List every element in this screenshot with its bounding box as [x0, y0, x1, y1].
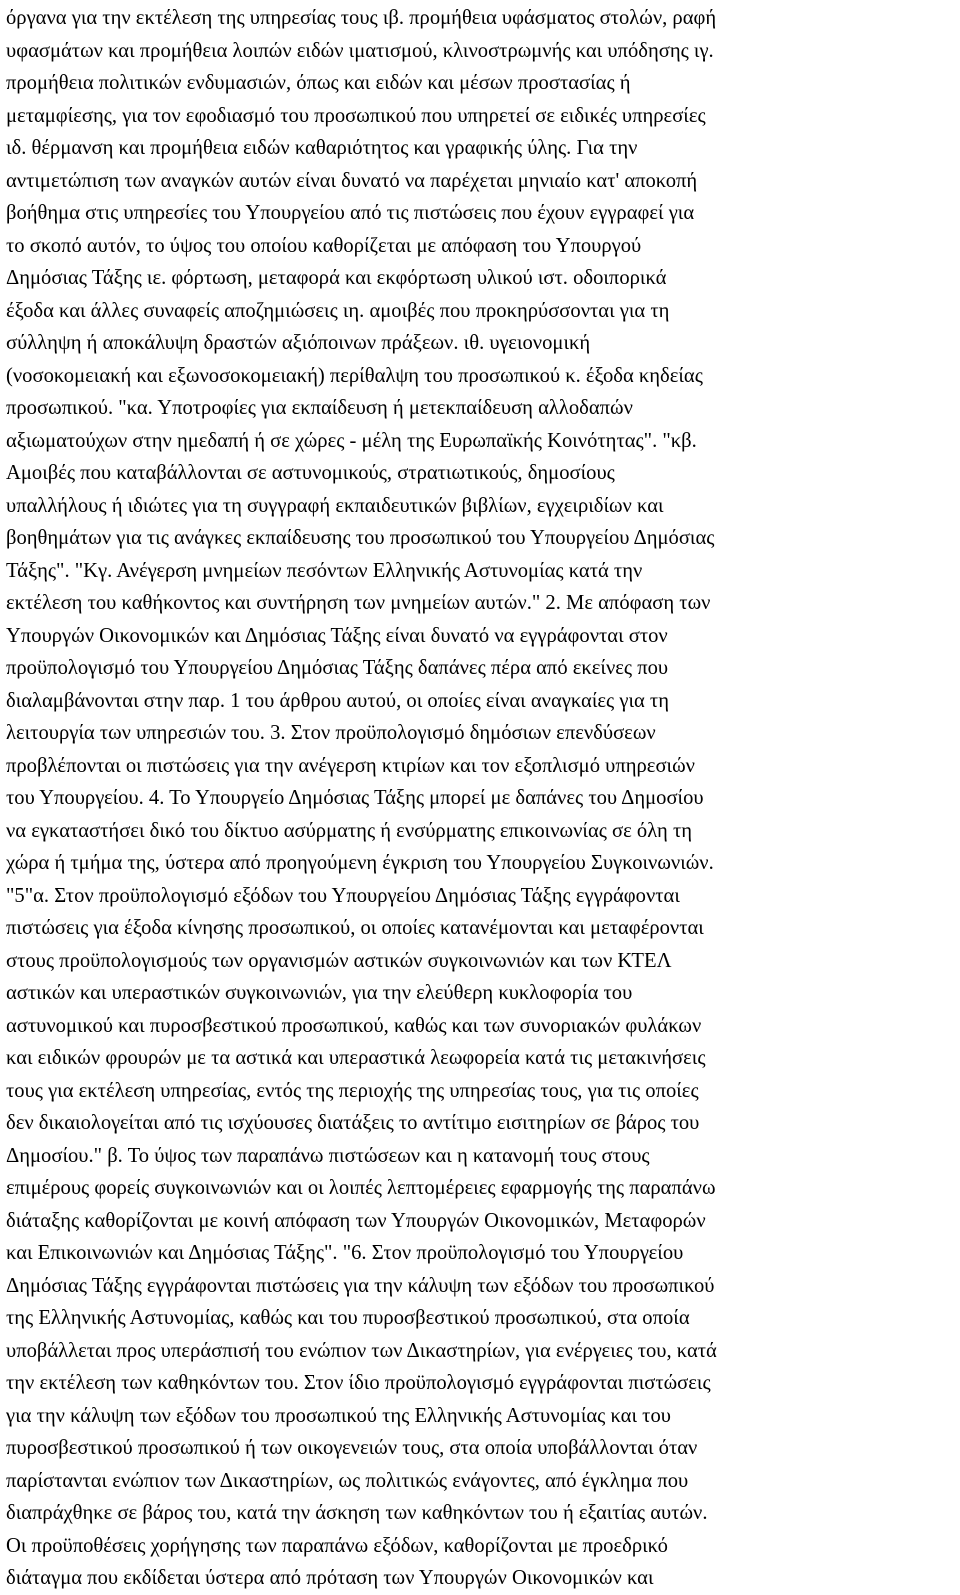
- text-line: "5"α. Στον προϋπολογισμό εξόδων του Υπουργείου Δημόσιας Τάξης εγγράφονται: [6, 884, 680, 907]
- text-line: προβλέπονται οι πιστώσεις για την ανέγερση κτιρίων και τον εξοπλισμό υπηρεσιών: [6, 754, 695, 777]
- text-line: βοήθημα στις υπηρεσίες του Υπουργείου από τις πιστώσεις που έχουν εγγραφεί για: [6, 202, 695, 224]
- text-line: Δημοσίου." β. Το ύψος των παραπάνω πιστώσεων και η κατανομή τους στους: [6, 1144, 650, 1167]
- text-line: σύλληψη ή αποκάλυψη δραστών αξιόποινων πράξεων. ιθ. υγειονομική: [6, 332, 591, 354]
- text-line: για την κάλυψη των εξόδων του προσωπικού της Ελληνικής Αστυνομίας και του: [6, 1404, 671, 1427]
- text-line: υπαλλήλους ή ιδιώτες για τη συγγραφή εκπαιδευτικών βιβλίων, εγχειριδίων και: [6, 494, 664, 517]
- text-line: δεν δικαιολογείται από τις ισχύουσες διατάξεις το αντίτιμο εισιτηρίων σε βάρος του: [6, 1112, 700, 1134]
- text-line: του Υπουργείου. 4. Το Υπουργείο Δημόσιας Τάξης μπορεί με δαπάνες του Δημοσίου: [6, 787, 704, 809]
- text-line: το σκοπό αυτόν, το ύψος του οποίου καθορίζεται με απόφαση του Υπουργού: [6, 234, 642, 257]
- text-line: Δημόσιας Τάξης εγγράφονται πιστώσεις για την κάλυψη των εξόδων του προσωπικού: [6, 1274, 715, 1297]
- text-line: (νοσοκομειακή και εξωνοσοκομειακή) περίθαλψη του προσωπικού κ. έξοδα κηδείας: [6, 364, 703, 387]
- text-line: τους για εκτέλεση υπηρεσίας, εντός της περιοχής της υπηρεσίας τους, για τις οποίες: [6, 1079, 699, 1102]
- text-line: να εγκαταστήσει δικό του δίκτυο ασύρματης ή ενσύρματης επικοινωνίας σε όλη τη: [6, 819, 692, 842]
- text-line: την εκτέλεση των καθηκόντων του. Στον ίδιο προϋπολογισμό εγγράφονται πιστώσεις: [6, 1372, 711, 1394]
- text-line: προσωπικού. "κα. Υποτροφίες για εκπαίδευση ή μετεκπαίδευση αλλοδαπών: [6, 397, 633, 419]
- text-line: μεταμφίεσης, για τον εφοδιασμό του προσωπικού που υπηρετεί σε ειδικές υπηρεσίες: [6, 104, 706, 127]
- text-line: αστικών και υπεραστικών συγκοινωνιών, για την ελεύθερη κυκλοφορία του: [6, 982, 633, 1004]
- text-line: διαπράχθηκε σε βάρος του, κατά την άσκηση των καθηκόντων του ή εξαιτίας αυτών.: [6, 1502, 708, 1524]
- text-line: εκτέλεση του καθήκοντος και συντήρηση των μνημείων αυτών." 2. Με απόφαση των: [6, 592, 711, 614]
- text-line: έξοδα και άλλες συναφείς αποζημιώσεις ιη. αμοιβές που προκηρύσσονται για τη: [6, 299, 670, 322]
- text-line: αξιωματούχων στην ημεδαπή ή σε χώρες - μέλη της Ευρωπαϊκής Κοινότητας". "κβ.: [6, 429, 697, 452]
- text-line: και Επικοινωνιών και Δημόσιας Τάξης". "6. Στον προϋπολογισμό του Υπουργείου: [6, 1242, 684, 1264]
- text-line: χώρα ή τμήμα της, ύστερα από προηγούμενη έγκριση του Υπουργείου Συγκοινωνιών.: [6, 852, 714, 874]
- text-line: αστυνομικού και πυροσβεστικού προσωπικού, καθώς και των συνοριακών φυλάκων: [6, 1014, 702, 1037]
- text-line: υφασμάτων και προμήθεια λοιπών ειδών ιματισμού, κλινοστρωμνής και υπόδησης ιγ.: [6, 39, 714, 62]
- text-line: Οι προϋποθέσεις χορήγησης των παραπάνω εξόδων, καθορίζονται με προεδρικό: [6, 1534, 668, 1557]
- text-line: πιστώσεις για έξοδα κίνησης προσωπικού, οι οποίες κατανέμονται και μεταφέρονται: [6, 917, 704, 939]
- text-line: προϋπολογισμό του Υπουργείου Δημόσιας Τάξης δαπάνες πέρα από εκείνες που: [6, 657, 669, 679]
- text-line: και ειδικών φρουρών με τα αστικά και υπεραστικά λεωφορεία κατά τις μετακινήσεις: [6, 1047, 706, 1069]
- text-line: προμήθεια πολιτικών ενδυμασιών, όπως και ειδών και μέσων προστασίας ή: [6, 72, 631, 94]
- text-line: ιδ. θέρμανση και προμήθεια ειδών καθαριότητος και γραφικής ύλης. Για την: [6, 137, 638, 159]
- text-line: παρίστανται ενώπιον των Δικαστηρίων, ως πολιτικώς ενάγοντες, από έγκλημα που: [6, 1469, 689, 1492]
- text-line: επιμέρους φορείς συγκοινωνιών και οι λοιπές λεπτομέρειες εφαρμογής της παραπάνω: [6, 1177, 716, 1199]
- text-line: λειτουργία των υπηρεσιών του. 3. Στον προϋπολογισμό δημόσιων επενδύσεων: [6, 722, 656, 744]
- text-line: διάταγμα που εκδίδεται ύστερα από πρόταση των Υπουργών Οικονομικών και: [6, 1567, 654, 1589]
- text-line: Υπουργών Οικονομικών και Δημόσιας Τάξης είναι δυνατό να εγγράφονται στον: [6, 624, 668, 647]
- text-line: Δημόσιας Τάξης ιε. φόρτωση, μεταφορά και εκφόρτωση υλικού ιστ. οδοιπορικά: [6, 267, 667, 289]
- text-line: της Ελληνικής Αστυνομίας, καθώς και του πυροσβεστικού προσωπικού, στα οποία: [6, 1307, 690, 1329]
- body-text: [6, 2, 954, 1595]
- text-line: Αμοιβές που καταβάλλονται σε αστυνομικούς, στρατιωτικούς, δημοσίους: [6, 462, 615, 484]
- text-line: στους προϋπολογισμούς των οργανισμών αστικών συγκοινωνιών και των ΚΤΕΛ: [6, 949, 672, 972]
- text-line: πυροσβεστικού προσωπικού ή των οικογενειών τους, στα οποία υποβάλλονται όταν: [6, 1437, 698, 1459]
- text-line: όργανα για την εκτέλεση της υπηρεσίας τους ιβ. προμήθεια υφάσματος στολών, ραφή: [6, 7, 717, 29]
- text-line: Τάξης". "Κγ. Ανέγερση μνημείων πεσόντων Ελληνικής Αστυνομίας κατά την: [6, 559, 643, 582]
- text-line: υποβάλλεται προς υπεράσπισή του ενώπιον των Δικαστηρίων, για ενέργειες του, κατά: [6, 1339, 717, 1362]
- text-line: διαλαμβάνονται στην παρ. 1 του άρθρου αυτού, οι οποίες είναι αναγκαίες για τη: [6, 689, 669, 712]
- text-line: αντιμετώπιση των αναγκών αυτών είναι δυνατό να παρέχεται μηνιαίο κατ' αποκοπή: [6, 169, 698, 192]
- text-line: διάταξης καθορίζονται με κοινή απόφαση των Υπουργών Οικονομικών, Μεταφορών: [6, 1209, 706, 1232]
- text-line: βοηθημάτων για τις ανάγκες εκπαίδευσης του προσωπικού του Υπουργείου Δημόσιας: [6, 527, 715, 549]
